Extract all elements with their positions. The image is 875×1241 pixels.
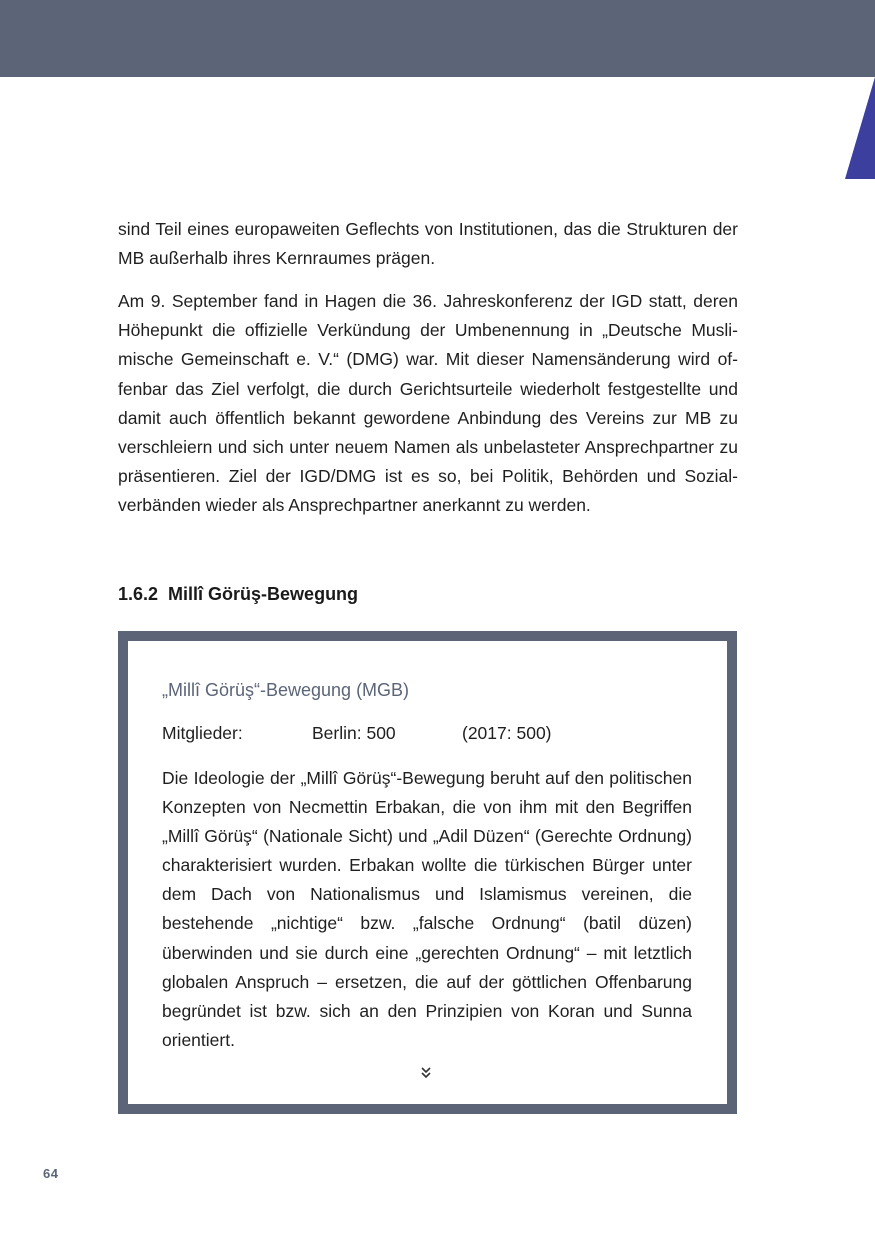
section-number: 1.6.2 [118, 584, 159, 604]
members-berlin-count: Berlin: 500 [312, 723, 396, 743]
info-box-text: Die Ideologie der „Millî Görüş“-Bewegung beruht auf den politischen Konzepten von Necmettin Erbakan, die von ihm mit den Begriffen „Millî Görüş“ (Nationale Sicht) und „Adil Düzen“ (Gerechte Ordnung) charakterisiert wurden. Erbakan wollte die türkischen Bürger unter dem Dach von Nationalismus und Islamismus vereinen, die bestehende „nichtige“ bzw. „falsche Ordnung“ (batil düzen) überwinden und sie durch eine „gerechten Ordnung“ – mit letztlich globalen Anspruch – ersetzen, die auf der göttlichen Offenbarung begründet ist bzw. sich an den Prinzipien von Koran und Sunna orientiert. [162, 768, 692, 1050]
section-heading [118, 582, 358, 606]
body-paragraph: Am 9. September fand in Hagen die 36. Jahreskonferenz der IGD statt, deren Höhepunkt die offizielle Verkündung der Umbenennung in „Deutsche Muslimische Gemeinschaft e. V.“ (DMG) war. Mit dieser Namensänderung wird offenbar das Ziel verfolgt, die durch Gerichtsurteile wiederholt festgestellte und damit auch öffentlich bekannt gewordene Anbindung des Vereins zur MB zu verschleiern und sich unter neuem Namen als unbelasteter Ansprechpartner zu präsentieren. Ziel der IGD/DMG ist es so, bei Politik, Behörden und Sozialverbänden wieder als Ansprechpartner anerkannt zu werden. [118, 291, 738, 516]
body-paragraph: sind Teil eines europaweiten Geflechts von Institutionen, das die Strukturen der MB außerhalb ihres Kernraumes prägen. [118, 219, 738, 269]
header-band [0, 0, 875, 77]
members-previous-year: (2017: 500) [462, 723, 552, 743]
page-number: 64 [43, 1166, 59, 1181]
info-box-title: „Millî Görüş“-Bewegung (MGB) [162, 680, 410, 700]
members-label: Mitglieder: [162, 723, 243, 743]
chapter-tab-marker [845, 77, 875, 179]
section-title: Millî Görüş-Bewegung [168, 584, 359, 604]
info-box [118, 631, 737, 1114]
double-chevron-down-icon [419, 1066, 433, 1080]
